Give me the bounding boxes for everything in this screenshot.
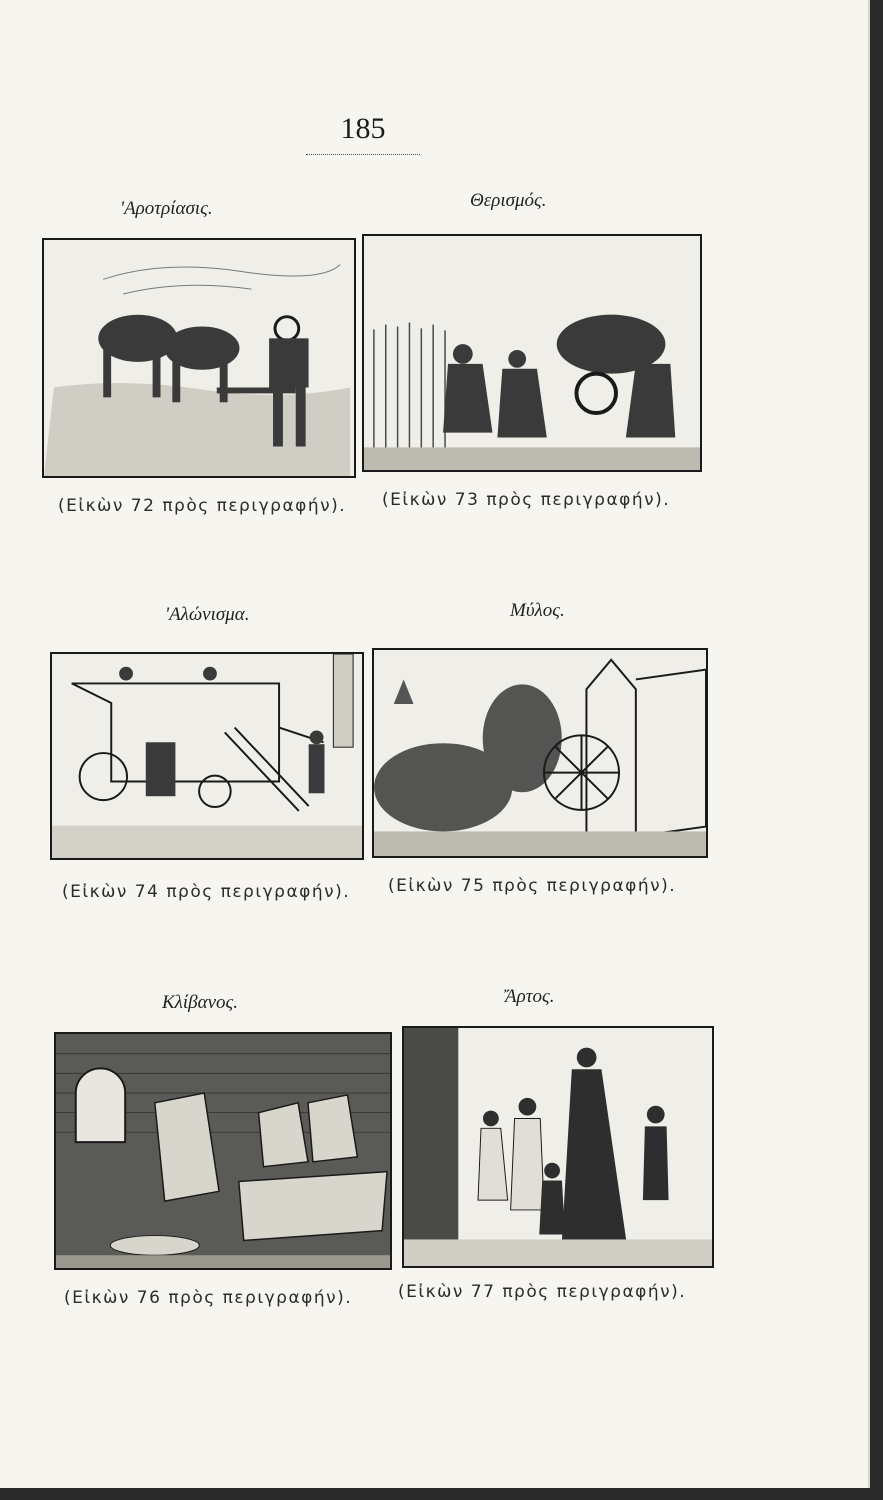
plate-title-oven: Κλίβανος.	[162, 992, 239, 1013]
page-number-rule	[306, 154, 420, 155]
plate-caption-74: (Εἰκὼν 74 πρὸς περιγραφήν).	[62, 882, 351, 902]
plate-title-plowing: 'Αροτρίασις.	[120, 198, 213, 219]
plate-caption-73: (Εἰκὼν 73 πρὸς περιγραφήν).	[382, 490, 671, 510]
page-number: 185	[340, 112, 386, 145]
watermill-engraving	[372, 648, 708, 858]
plate-title-mill: Μύλος.	[510, 600, 565, 621]
plate-caption-72: (Εἰκὼν 72 πρὸς περιγραφήν).	[58, 496, 347, 516]
plate-caption-77: (Εἰκὼν 77 πρὸς περιγραφήν).	[398, 1282, 687, 1302]
plate-caption-76: (Εἰκὼν 76 πρὸς περιγραφήν).	[64, 1288, 353, 1308]
plate-caption-75: (Εἰκὼν 75 πρὸς περιγραφήν).	[388, 876, 677, 896]
plate-title-harvest: Θερισμός.	[470, 190, 547, 211]
plate-title-threshing: 'Αλώνισμα.	[165, 604, 250, 625]
bakery-oven-engraving	[54, 1032, 392, 1270]
bread-family-engraving	[402, 1026, 714, 1268]
plate-title-bread: Ἄρτος.	[505, 986, 555, 1007]
harvest-engraving	[362, 234, 702, 472]
plowing-engraving	[42, 238, 356, 478]
threshing-machine-engraving	[50, 652, 364, 860]
